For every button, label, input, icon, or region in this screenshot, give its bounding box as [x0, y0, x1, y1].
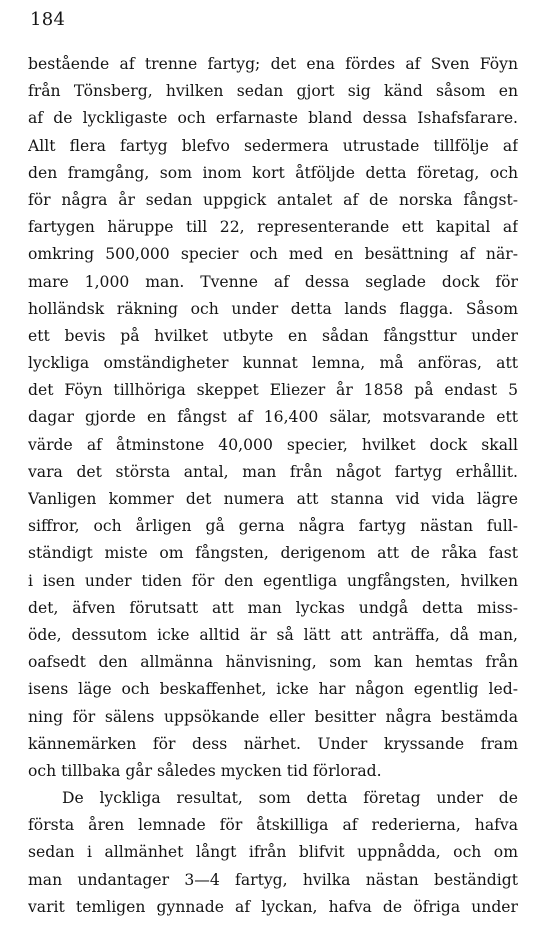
text-line: för några år sedan uppgick antalet af de norska fångst-: [28, 190, 518, 209]
text-line: kännemärken för dess närhet. Under kryssande fram: [28, 734, 518, 753]
text-line: holländsk räkning och under detta lands flagga. Såsom: [28, 299, 518, 318]
page-number: 184: [30, 9, 66, 30]
text-line: första åren lemnade för åtskilliga af rederierna, hafva: [28, 816, 518, 835]
paragraph-end-line: och tillbaka går således mycken tid förlorad.: [28, 761, 382, 780]
text-line: man undantager 3—4 fartyg, hvilka nästan beständigt: [28, 870, 518, 889]
text-line: siffror, och årligen gå gerna några fartyg nästan full-: [28, 517, 518, 536]
text-line: det Föyn tillhöriga skeppet Eliezer år 1858 på endast 5: [28, 381, 518, 400]
text-line: Allt flera fartyg blefvo sedermera utrustade tillfölje af: [28, 136, 518, 155]
text-line: det, äfven förutsatt att man lyckas undgå detta miss-: [28, 598, 518, 617]
text-line: sedan i allmänhet långt ifrån blifvit uppnådda, och om: [28, 843, 518, 862]
text-line: den framgång, som inom kort åtföljde detta företag, och: [28, 163, 518, 182]
body-text: [28, 51, 518, 921]
text-line: i isen under tiden för den egentliga ungfångsten, hvilken: [28, 571, 518, 590]
text-line: från Tönsberg, hvilken sedan gjort sig känd såsom en: [28, 82, 518, 101]
text-line: ning för sälens uppsökande eller besitter några bestämda: [28, 707, 518, 726]
text-line: lyckliga omständigheter kunnat lemna, må anföras, att: [28, 354, 518, 373]
text-line: vara det största antal, man från något fartyg erhållit.: [28, 462, 518, 481]
text-line: oafsedt den allmänna hänvisning, som kan hemtas från: [28, 653, 518, 672]
text-line: dagar gjorde en fångst af 16,400 sälar, motsvarande ett: [28, 408, 518, 427]
text-line: fartygen häruppe till 22, representerande ett kapital af: [28, 218, 518, 237]
paragraph-start-line: De lyckliga resultat, som detta företag under de: [62, 789, 518, 808]
text-line: isens läge och beskaffenhet, icke har någon egentlig led-: [28, 680, 518, 699]
text-line: mare 1,000 man. Tvenne af dessa seglade dock för: [28, 272, 518, 291]
text-line: af de lyckligaste och erfarnaste bland dessa Ishafsfarare.: [28, 109, 518, 128]
text-line: varit temligen gynnade af lyckan, hafva de öfriga under: [28, 897, 518, 916]
text-line: öde, dessutom icke alltid är så lätt att anträffa, då man,: [28, 625, 518, 644]
text-line: ett bevis på hvilket utbyte en sådan fångsttur under: [28, 326, 518, 345]
text-line: värde af åtminstone 40,000 specier, hvilket dock skall: [28, 435, 518, 454]
text-line: bestående af trenne fartyg; det ena fördes af Sven Föyn: [28, 55, 518, 73]
text-line: omkring 500,000 specier och med en besättning af när-: [28, 245, 518, 264]
text-line: ständigt miste om fångsten, derigenom att de råka fast: [28, 544, 518, 563]
text-line: Vanligen kommer det numera att stanna vid vida lägre: [28, 490, 518, 508]
